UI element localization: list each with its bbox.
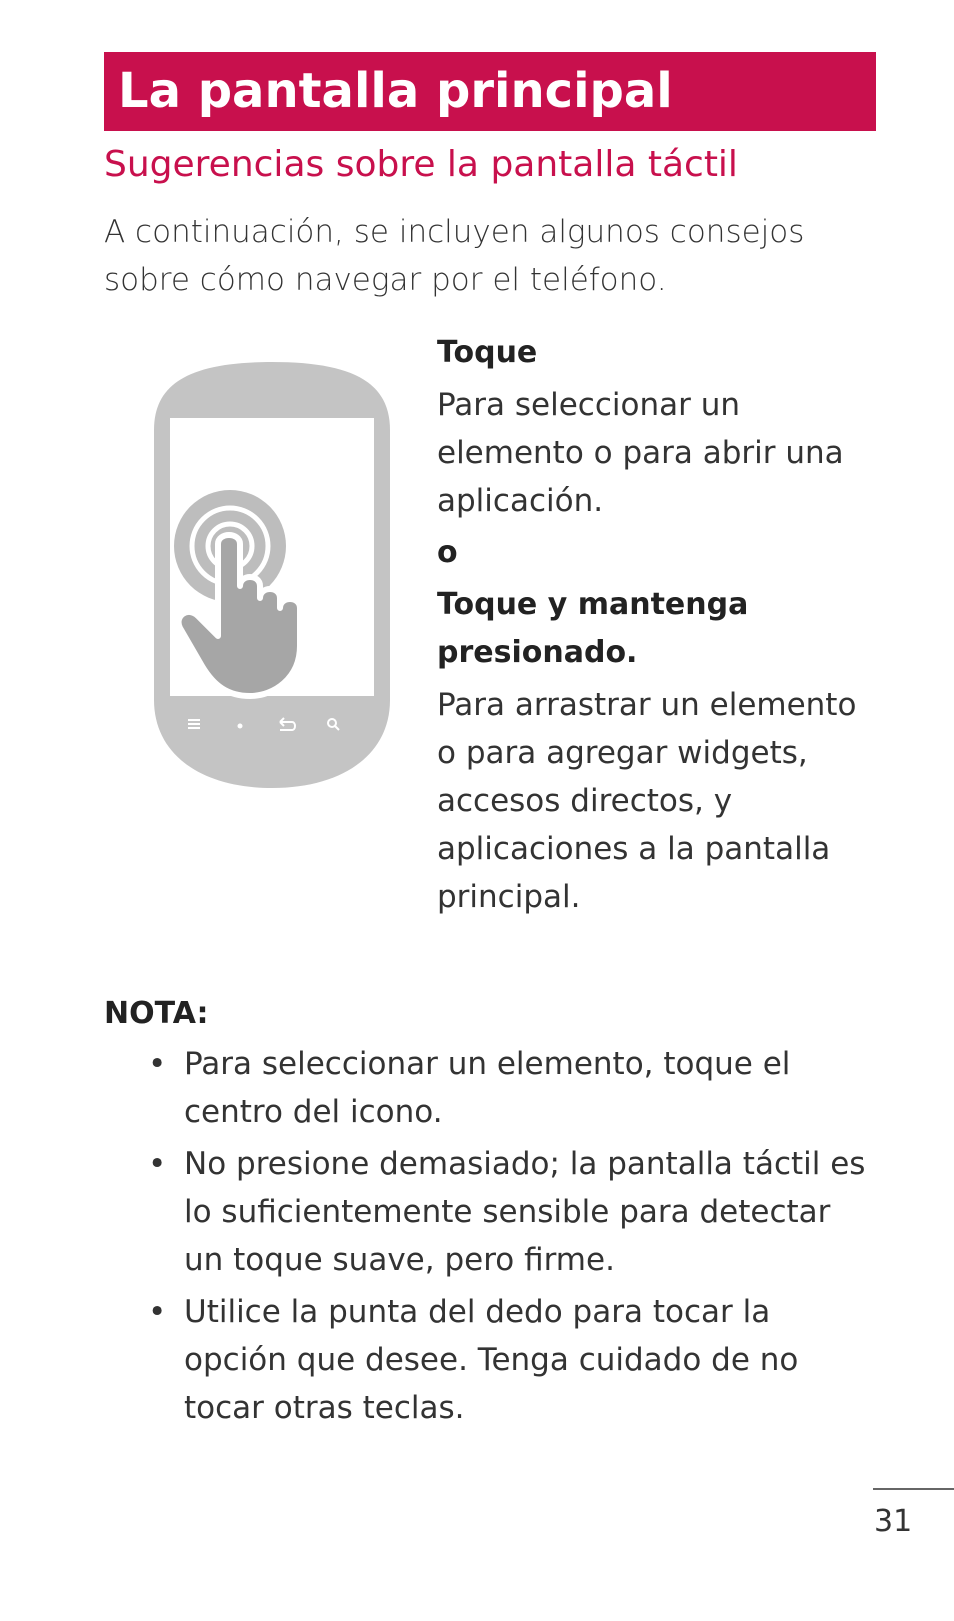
intro-paragraph: A continuación, se incluyen algunos consejos sobre cómo navegar por el teléfono. bbox=[104, 214, 805, 298]
note-text: No presione demasiado; la pantalla táctil es lo suficientemente sensible para detectar un toque suave, pero firme. bbox=[184, 1146, 866, 1278]
tap-description: Para seleccionar un elemento o para abrir una aplicación. bbox=[437, 387, 844, 519]
note-text: Para seleccionar un elemento, toque el centro del icono. bbox=[184, 1046, 791, 1130]
section-subtitle: Sugerencias sobre la pantalla táctil bbox=[104, 144, 738, 185]
or-separator: o bbox=[437, 535, 458, 570]
note-label: NOTA: bbox=[104, 996, 209, 1031]
bullet-icon: • bbox=[148, 1146, 167, 1182]
list-item bbox=[148, 1140, 878, 1284]
hold-heading: Toque y mantenga presionado. bbox=[437, 587, 749, 670]
home-icon bbox=[239, 725, 242, 728]
hold-description: Para arrastrar un elemento o para agregar widgets, accesos directos, y aplicaciones a la pantalla principal. bbox=[437, 687, 857, 915]
bullet-icon: • bbox=[148, 1046, 167, 1082]
note-text: Utilice la punta del dedo para tocar la opción que desee. Tenga cuidado de no tocar otras teclas. bbox=[184, 1294, 799, 1426]
page-title: La pantalla principal bbox=[118, 63, 673, 119]
note-list bbox=[148, 1040, 878, 1436]
phone-touch-gesture-icon bbox=[152, 360, 392, 790]
tap-heading: Toque bbox=[437, 335, 538, 370]
gesture-descriptions bbox=[437, 325, 877, 925]
list-item bbox=[148, 1040, 878, 1136]
footer-divider bbox=[873, 1488, 954, 1490]
page-number: 31 bbox=[874, 1504, 913, 1539]
list-item bbox=[148, 1288, 878, 1432]
bullet-icon: • bbox=[148, 1294, 167, 1330]
title-bar bbox=[104, 52, 876, 131]
